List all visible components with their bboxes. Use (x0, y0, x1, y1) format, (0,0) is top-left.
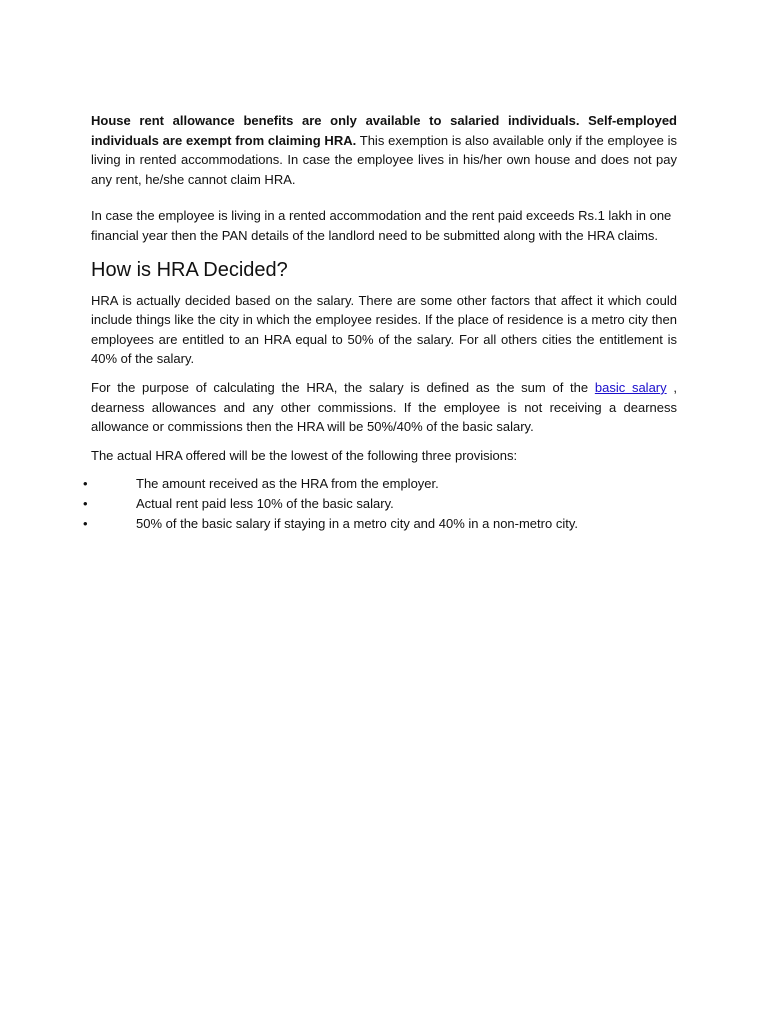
basic-salary-link[interactable]: basic salary (594, 379, 667, 395)
list-item-text: 50% of the basic salary if staying in a metro city and 40% in a non-metro city. (136, 516, 578, 532)
hra-decided-paragraph: HRA is actually decided based on the salary. There are some other factors that affect it which could include things like the city in which the employee resides. If the place of residence is a metro city then employees are entitled to an HRA equal to 50% of the salary. For all others cities the entitlement is 40% of the salary. (91, 292, 677, 367)
document-page (83, 111, 677, 534)
landlord-pan-paragraph: In case the employee is living in a rented accommodation and the rent paid exceeds Rs.1 lakh in one financial year then the PAN details of the landlord need to be submitted along with the HRA claims. (91, 208, 672, 243)
list-item (83, 514, 677, 534)
intro-bold-text: House rent allowance benefits are only available to salaried individuals. Self-employed individuals are exempt from claiming HRA. (91, 113, 677, 148)
salary-definition-text-after: , dearness allowances and any other commissions. If the employee is not receiving a dearness allowance or commissions then the HRA will be 50%/40% of the basic salary. (91, 379, 677, 435)
intro-paragraph (91, 111, 677, 189)
bullet-icon: • (83, 496, 88, 512)
salary-definition-text-before: For the purpose of calculating the HRA, the salary is defined as the sum of the (91, 379, 595, 395)
list-item-text: Actual rent paid less 10% of the basic salary. (136, 496, 394, 512)
list-item-text: The amount received as the HRA from the employer. (136, 476, 439, 492)
salary-definition-paragraph (91, 378, 677, 437)
provisions-intro-paragraph: The actual HRA offered will be the lowest of the following three provisions: (91, 447, 518, 463)
provisions-list (83, 474, 677, 534)
bullet-icon: • (83, 516, 88, 532)
list-item (83, 494, 677, 514)
list-item (83, 474, 677, 494)
bullet-icon: • (83, 476, 88, 492)
intro-text: This exemption is also available only if the employee is living in rented accommodations. In case the employee lives in his/her own house and does not pay any rent, he/she cannot claim HRA. (91, 132, 677, 187)
section-heading: How is HRA Decided? (91, 258, 288, 281)
